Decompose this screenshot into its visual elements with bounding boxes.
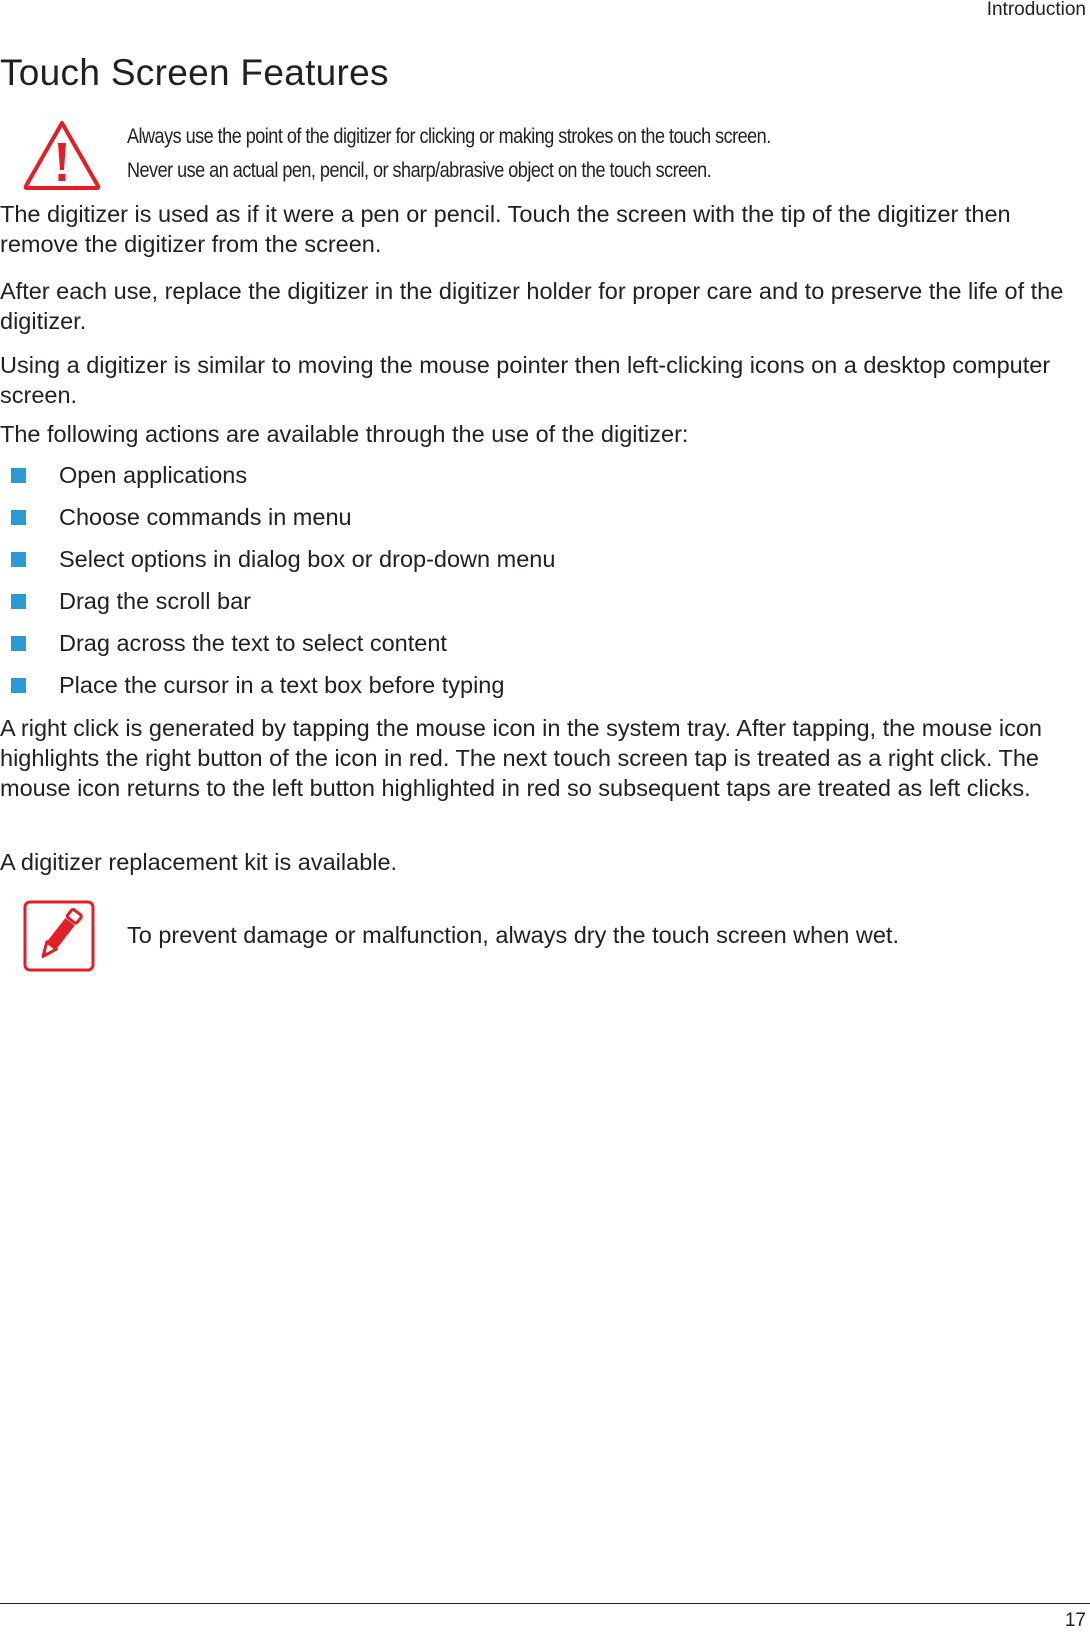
square-bullet-icon: [11, 552, 26, 567]
list-item: Select options in dialog box or drop-down menu: [0, 544, 800, 586]
paragraph-right-click: A right click is generated by tapping the mouse icon in the system tray. After tapping, the mouse icon highlights the right button of the icon in red. The next touch screen tap is treated as a right click. The mouse icon returns to the left button highlighted in red so subsequent taps are treated as left clicks.: [0, 715, 1042, 801]
running-header: Introduction: [986, 0, 1086, 20]
paragraph-mouse-comparison: Using a digitizer is similar to moving the mouse pointer then left-clicking icons on a desktop computer screen.: [0, 352, 1051, 408]
pencil-note-icon: [23, 900, 95, 972]
square-bullet-icon: [11, 510, 26, 525]
actions-list: [0, 460, 800, 712]
square-bullet-icon: [11, 468, 26, 483]
footer-divider: [0, 1603, 1090, 1604]
square-bullet-icon: [11, 594, 26, 609]
paragraph-digitizer-care: After each use, replace the digitizer in the digitizer holder for proper care and to preserve the life of the digitizer.: [0, 278, 1064, 334]
warning-line: Always use the point of the digitizer for clicking or making strokes on the touch screen.: [127, 125, 771, 148]
warning-line: Never use an actual pen, pencil, or sharp/abrasive object on the touch screen.: [127, 159, 712, 182]
list-item: Open applications: [0, 460, 800, 502]
list-item: Drag across the text to select content: [0, 628, 800, 670]
paragraph-replacement-kit: A digitizer replacement kit is available.: [0, 849, 398, 875]
paragraph-actions-intro: The following actions are available through the use of the digitizer:: [0, 421, 689, 447]
paragraph-digitizer-usage: The digitizer is used as if it were a pen or pencil. Touch the screen with the tip of the digitizer then remove the digitizer from the screen.: [0, 201, 1011, 257]
list-item: Place the cursor in a text box before typing: [0, 670, 800, 712]
list-item: Choose commands in menu: [0, 502, 800, 544]
note-text: To prevent damage or malfunction, always dry the touch screen when wet.: [127, 922, 899, 948]
warning-callout: [0, 112, 1090, 190]
square-bullet-icon: [11, 678, 26, 693]
square-bullet-icon: [11, 636, 26, 651]
page-title: Touch Screen Features: [0, 52, 389, 93]
list-item: Drag the scroll bar: [0, 586, 800, 628]
warning-triangle-icon: [22, 118, 102, 192]
page-number: 17: [1064, 1610, 1086, 1631]
